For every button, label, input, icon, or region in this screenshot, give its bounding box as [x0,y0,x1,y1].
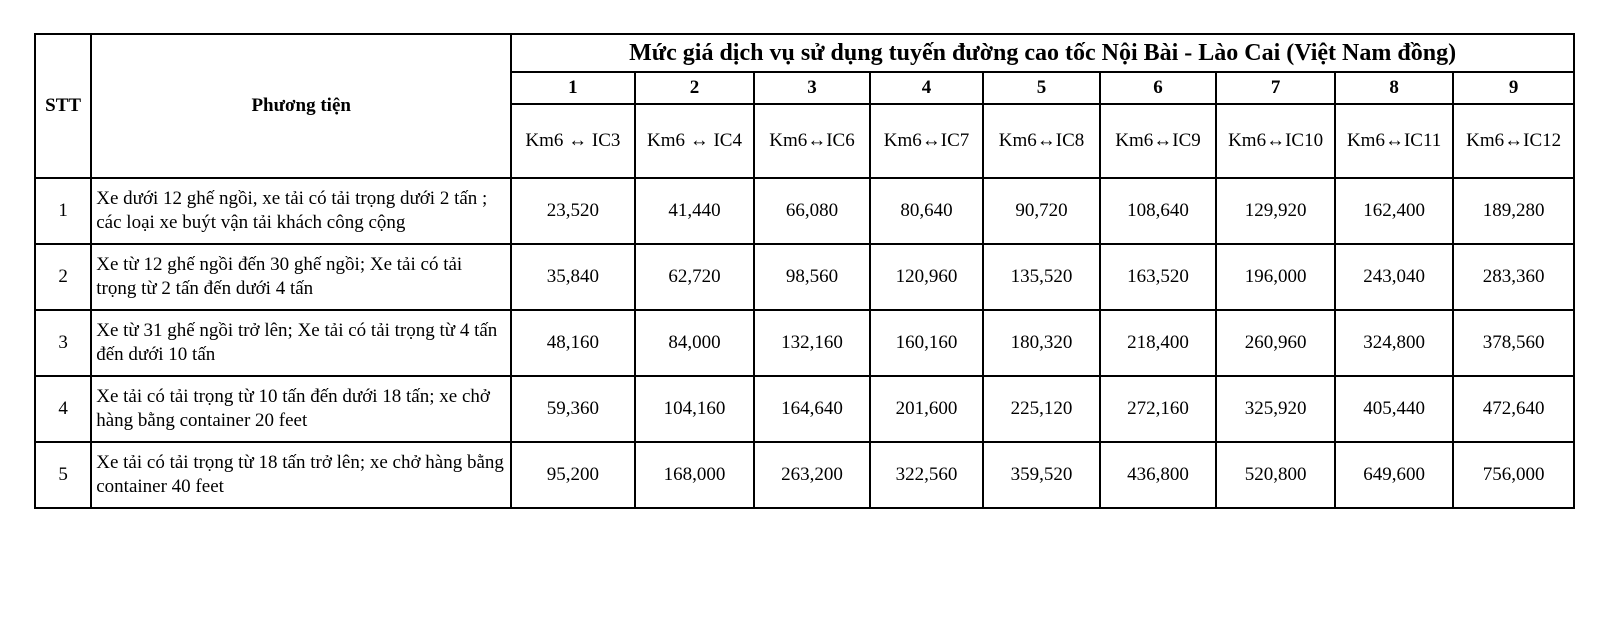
header-stt: STT [35,34,91,178]
price-cell: 322,560 [870,442,984,508]
header-route: Km6↔IC8 [983,104,1100,178]
header-number: 4 [870,72,984,104]
price-cell: 23,520 [511,178,635,244]
price-cell: 225,120 [983,376,1100,442]
price-cell: 272,160 [1100,376,1217,442]
price-cell: 260,960 [1216,310,1335,376]
price-cell: 132,160 [754,310,870,376]
price-cell: 135,520 [983,244,1100,310]
price-cell: 263,200 [754,442,870,508]
price-cell: 283,360 [1453,244,1574,310]
price-cell: 189,280 [1453,178,1574,244]
price-cell: 80,640 [870,178,984,244]
price-cell: 108,640 [1100,178,1217,244]
price-cell: 243,040 [1335,244,1454,310]
price-cell: 649,600 [1335,442,1454,508]
price-cell: 90,720 [983,178,1100,244]
price-cell: 436,800 [1100,442,1217,508]
price-cell: 66,080 [754,178,870,244]
price-cell: 164,640 [754,376,870,442]
price-cell: 196,000 [1216,244,1335,310]
header-route: Km6↔IC6 [754,104,870,178]
price-cell: 201,600 [870,376,984,442]
row-vehicle: Xe tải có tải trọng từ 10 tấn đến dưới 18 tấn; xe chở hàng bằng container 20 feet [91,376,511,442]
price-cell: 59,360 [511,376,635,442]
header-number: 5 [983,72,1100,104]
price-cell: 325,920 [1216,376,1335,442]
header-number: 9 [1453,72,1574,104]
price-cell: 520,800 [1216,442,1335,508]
row-vehicle: Xe từ 12 ghế ngồi đến 30 ghế ngồi; Xe tải có tải trọng từ 2 tấn đến dưới 4 tấn [91,244,511,310]
toll-price-table [34,33,1575,509]
price-cell: 756,000 [1453,442,1574,508]
header-number: 7 [1216,72,1335,104]
header-route: Km6↔IC11 [1335,104,1454,178]
row-stt: 3 [35,310,91,376]
row-vehicle: Xe dưới 12 ghế ngồi, xe tải có tải trọng dưới 2 tấn ; các loại xe buýt vận tải khách công cộng [91,178,511,244]
header-route: Km6↔IC7 [870,104,984,178]
price-cell: 120,960 [870,244,984,310]
header-number: 1 [511,72,635,104]
price-cell: 162,400 [1335,178,1454,244]
price-cell: 41,440 [635,178,755,244]
header-route: Km6↔IC12 [1453,104,1574,178]
price-cell: 218,400 [1100,310,1217,376]
price-cell: 378,560 [1453,310,1574,376]
table-row [35,244,1574,310]
price-cell: 62,720 [635,244,755,310]
price-cell: 324,800 [1335,310,1454,376]
price-cell: 35,840 [511,244,635,310]
price-cell: 95,200 [511,442,635,508]
price-cell: 168,000 [635,442,755,508]
header-route: Km6 ↔ IC4 [635,104,755,178]
header-number: 3 [754,72,870,104]
table-row [35,376,1574,442]
table-row [35,442,1574,508]
price-cell: 160,160 [870,310,984,376]
row-stt: 4 [35,376,91,442]
price-cell: 359,520 [983,442,1100,508]
row-vehicle: Xe tải có tải trọng từ 18 tấn trở lên; xe chở hàng bằng container 40 feet [91,442,511,508]
header-route: Km6 ↔ IC3 [511,104,635,178]
price-cell: 48,160 [511,310,635,376]
row-stt: 1 [35,178,91,244]
price-cell: 472,640 [1453,376,1574,442]
table-row [35,310,1574,376]
row-stt: 5 [35,442,91,508]
price-cell: 163,520 [1100,244,1217,310]
header-title: Mức giá dịch vụ sử dụng tuyến đường cao tốc Nội Bài - Lào Cai (Việt Nam đồng) [511,34,1574,72]
price-cell: 405,440 [1335,376,1454,442]
table-row [35,178,1574,244]
header-vehicle: Phương tiện [91,34,511,178]
row-stt: 2 [35,244,91,310]
header-number: 6 [1100,72,1217,104]
row-vehicle: Xe từ 31 ghế ngồi trở lên; Xe tải có tải trọng từ 4 tấn đến dưới 10 tấn [91,310,511,376]
price-cell: 129,920 [1216,178,1335,244]
header-number: 8 [1335,72,1454,104]
price-cell: 84,000 [635,310,755,376]
header-route: Km6↔IC10 [1216,104,1335,178]
price-cell: 104,160 [635,376,755,442]
price-cell: 98,560 [754,244,870,310]
header-number: 2 [635,72,755,104]
header-route: Km6↔IC9 [1100,104,1217,178]
price-cell: 180,320 [983,310,1100,376]
